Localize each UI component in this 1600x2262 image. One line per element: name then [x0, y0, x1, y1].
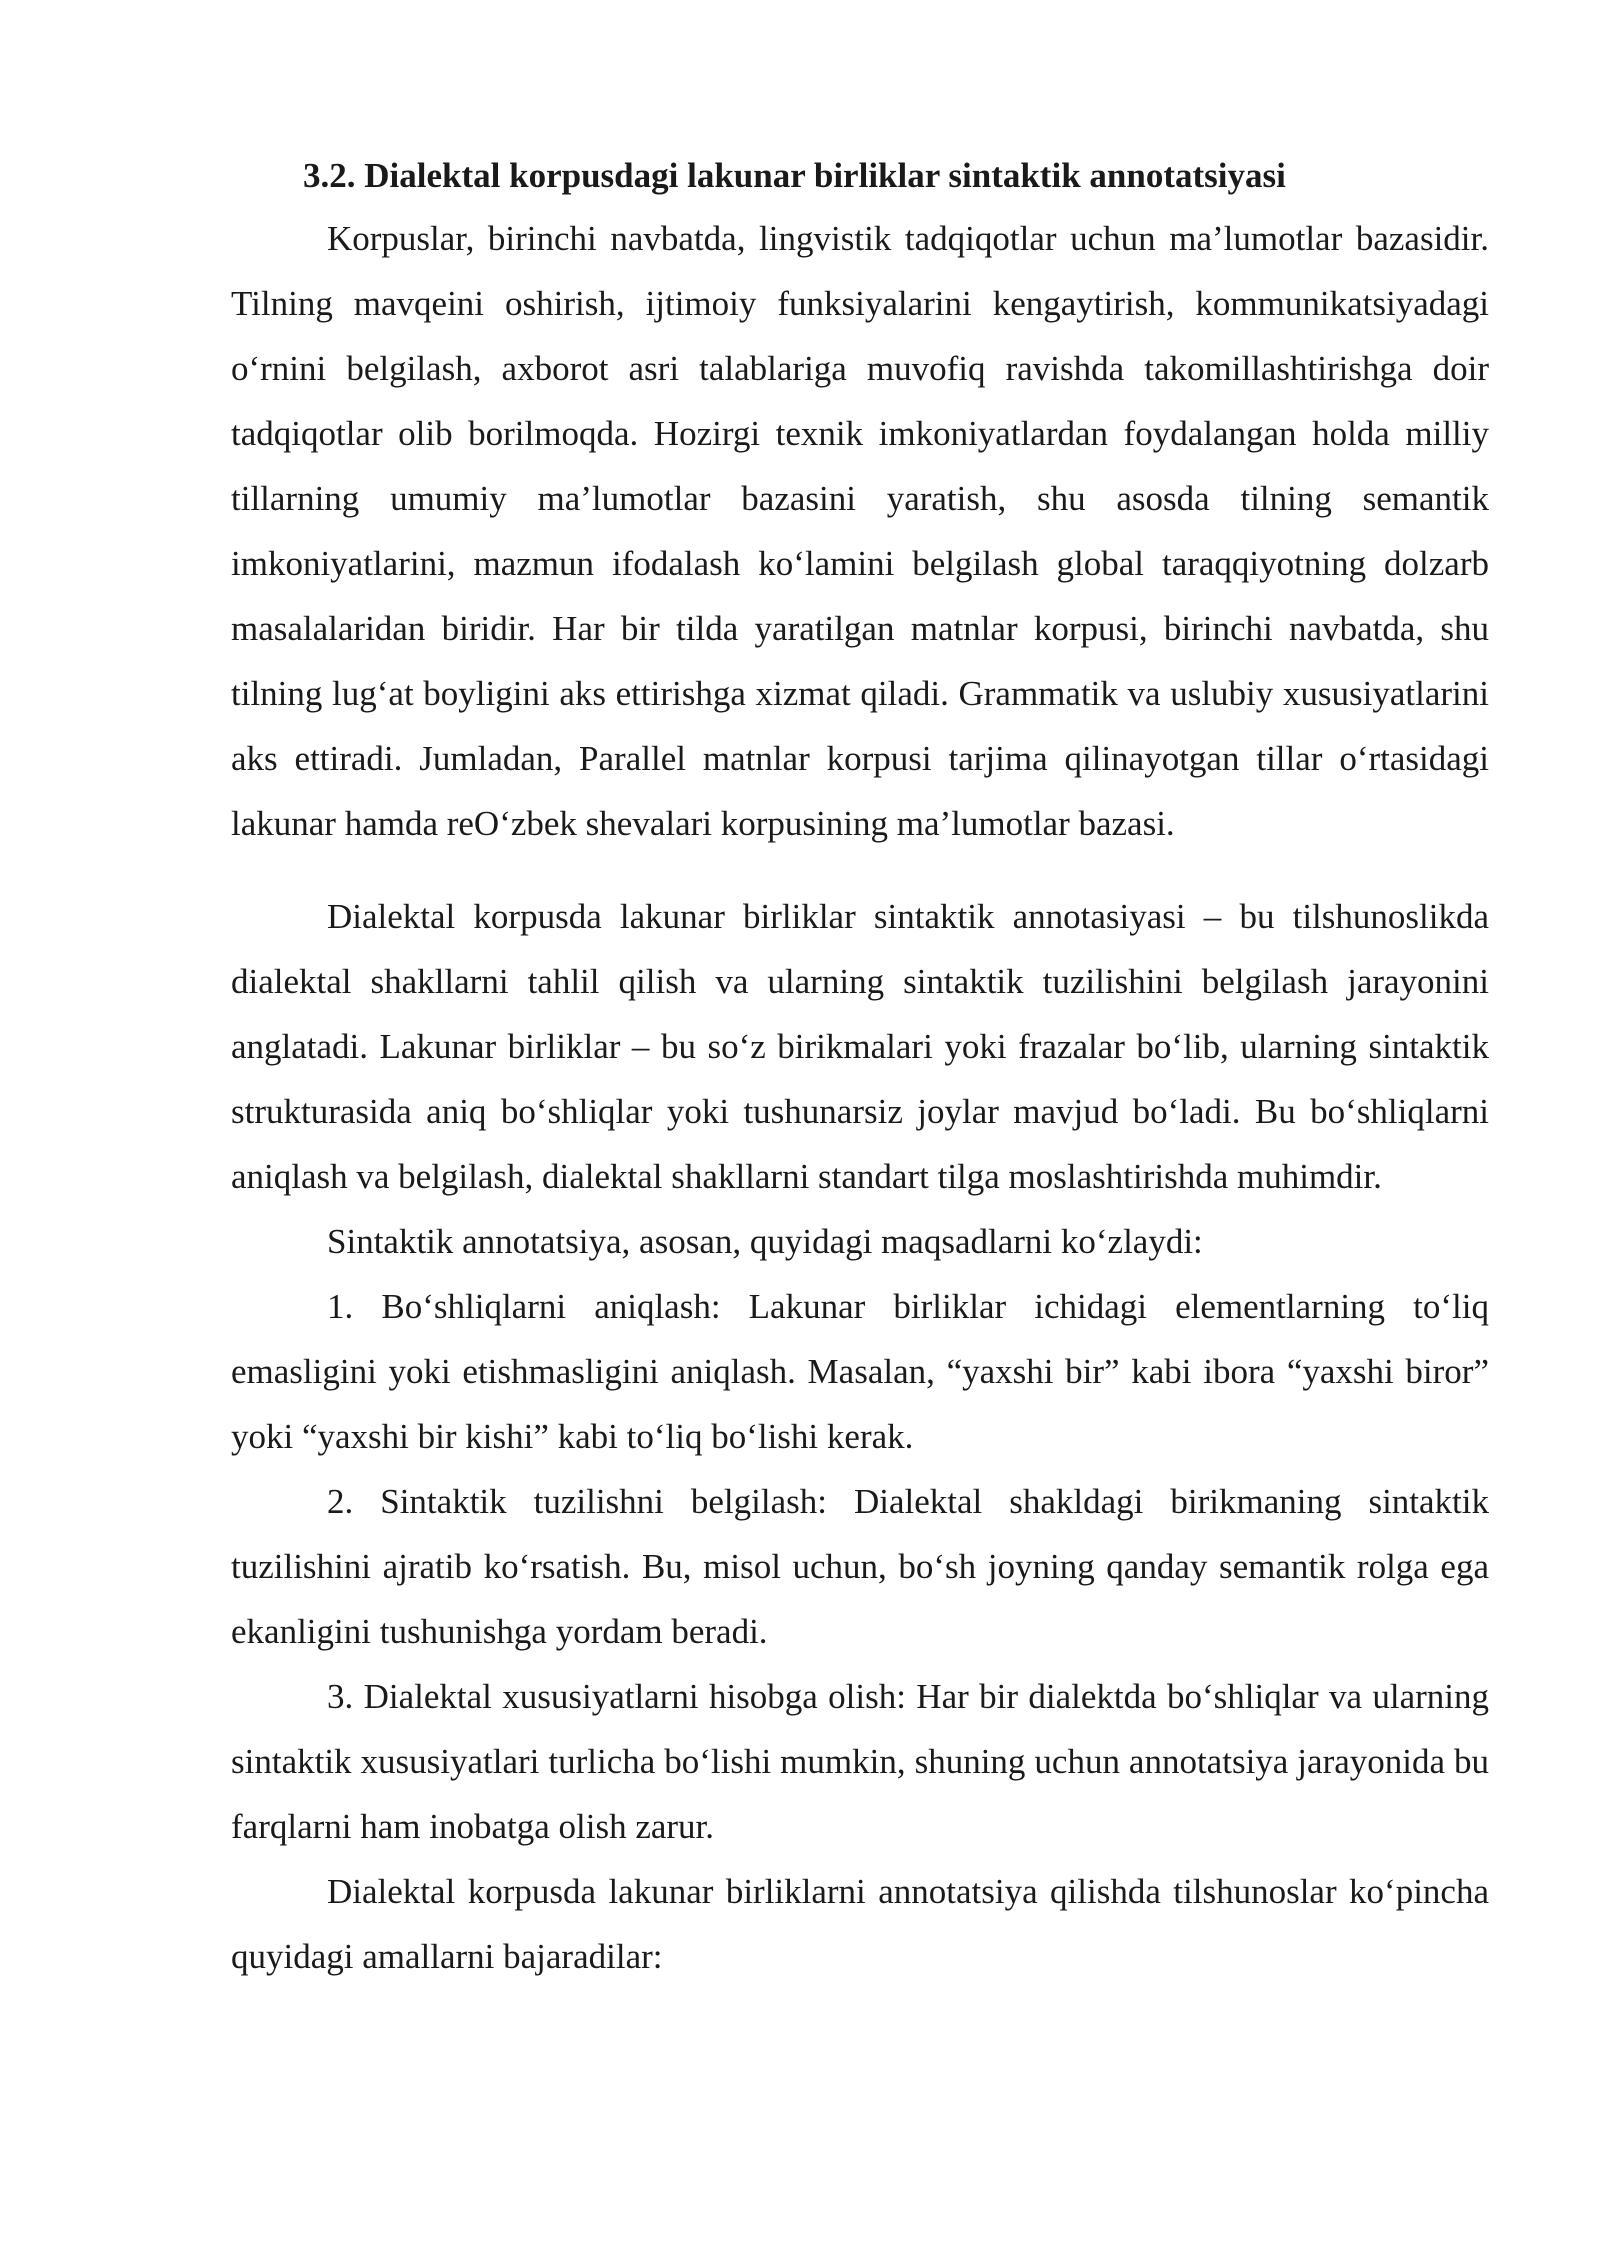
paragraph-annotation-goals: Sintaktik annotatsiya, asosan, quyidagi maqsadlarni ko‘zlaydi: [327, 1222, 1203, 1261]
section-heading: 3.2. Dialektal korpusdagi lakunar birliklar sintaktik annotatsiyasi [303, 156, 1286, 195]
paragraph-lacunar-definition: Dialektal korpusda lakunar birliklar sintaktik annotasiyasi – bu tilshunoslikda dialektal shakllarni tahlil qilish va ularning sintaktik tuzilishini belgilash jarayonini anglatadi. Lakunar birliklar – bu so‘z birikmalari yoki frazalar bo‘lib, ularning sintaktik strukturasida aniq bo‘shliqlar yoki tushunarsiz joylar mavjud bo‘ladi. Bu bo‘shliqlarni aniqlash va belgilash, dialektal shakllarni standart tilga moslashtirishda muhimdir. [231, 897, 1489, 1196]
paragraph-annotation-actions: Dialektal korpusda lakunar birliklarni annotatsiya qilishda tilshunoslar ko‘pincha quyidagi amallarni bajaradilar: [231, 1872, 1489, 1976]
list-item-dialect-features: 3. Dialektal xususiyatlarni hisobga olish: Har bir dialektda bo‘shliqlar va ularning sintaktik xususiyatlari turlicha bo‘lishi mumkin, shuning uchun annotatsiya jarayonida bu farqlarni ham inobatga olish zarur. [231, 1677, 1489, 1846]
page-content [231, 146, 1489, 1989]
paragraph-corpus-intro: Korpuslar, birinchi navbatda, lingvistik tadqiqotlar uchun ma’lumotlar bazasidir. Tilning mavqeini oshirish, ijtimoiy funksiyalarini kengaytirish, kommunikatsiyadagi o‘rnini belgilash, axborot asri talablariga muvofiq ravishda takomillashtirishga doir tadqiqotlar olib borilmoqda. Hozirgi texnik imkoniyatlardan foydalangan holda milliy tillarning umumiy ma’lumotlar bazasini yaratish, shu asosda tilning semantik imkoniyatlarini, mazmun ifodalash ko‘lamini belgilash global taraqqiyotning dolzarb masalalaridan biridir. Har bir tilda yaratilgan matnlar korpusi, birinchi navbatda, shu tilning lug‘at boyligini aks ettirishga xizmat qiladi. Grammatik va uslubiy xususiyatlarini aks ettiradi. Jumladan, Parallel matnlar korpusi tarjima qilinayotgan tillar o‘rtasidagi lakunar hamda reO‘zbek shevalari korpusining ma’lumotlar bazasi. [231, 219, 1489, 843]
list-item-syntactic-structure: 2. Sintaktik tuzilishni belgilash: Dialektal shakldagi birikmaning sintaktik tuzilishini ajratib ko‘rsatish. Bu, misol uchun, bo‘sh joyning qanday semantik rolga ega ekanligini tushunishga yordam beradi. [231, 1482, 1489, 1651]
list-item-gap-detection: 1. Bo‘shliqlarni aniqlash: Lakunar birliklar ichidagi elementlarning to‘liq emasligini yoki etishmasligini aniqlash. Masalan, “yaxshi bir” kabi ibora “yaxshi biror” yoki “yaxshi bir kishi” kabi to‘liq bo‘lishi kerak. [231, 1287, 1489, 1456]
